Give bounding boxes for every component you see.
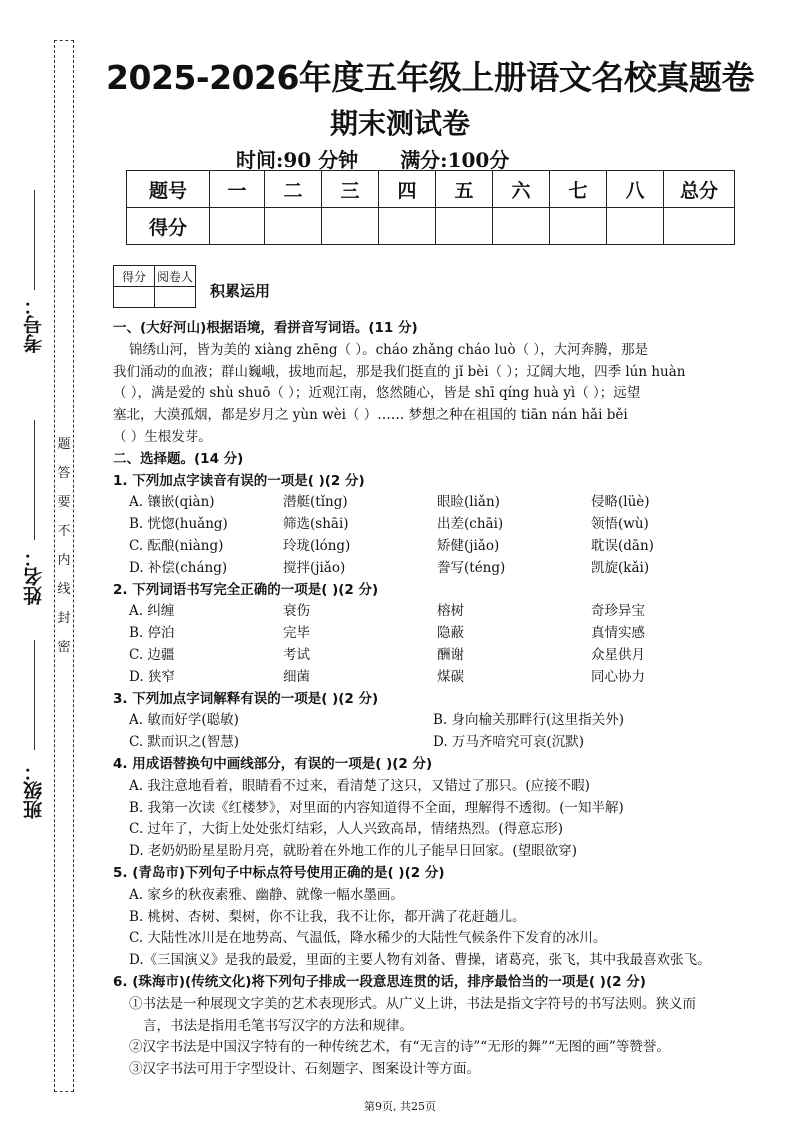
option-item: 矫健(jiǎo) — [437, 537, 500, 554]
question-number-label: 题号 — [127, 171, 210, 208]
question-col: 一 — [210, 171, 265, 208]
score-cell[interactable] — [265, 208, 322, 245]
option-row — [113, 710, 753, 732]
question-heading: 一、(大好河山)根据语境，看拼音写词语。(11 分) — [113, 320, 418, 336]
question-heading: 4. 用成语替换句中画线部分，有误的一项是( )(2 分) — [113, 755, 433, 772]
option-row — [113, 732, 753, 754]
option-row — [113, 601, 753, 623]
total-col: 总分 — [664, 171, 735, 208]
seal-char: 题 — [57, 437, 71, 452]
seal-char: 密 — [57, 640, 71, 655]
option-item: 潜艇(tǐng) — [283, 494, 348, 511]
score-cell[interactable] — [210, 208, 265, 245]
option-item: 众星供月 — [591, 646, 645, 663]
question-text: B. 我第一次读《红楼梦》，对里面的内容知道得不全面，理解得不透彻。(一知半解) — [129, 799, 624, 816]
question-text: A. 我注意地看着，眼睛看不过来，看清楚了这只，又错过了那只。(应接不暇) — [129, 777, 590, 794]
option-item: A. 纠缠 — [129, 603, 175, 620]
question-text: （ ）生根发芽。 — [113, 428, 212, 445]
seal-line-notice — [56, 430, 72, 662]
score-table-score-row — [127, 208, 735, 245]
question-text: ①书法是一种展现文字美的艺术表现形式。从广义上讲，书法是指文字符号的书写法则。狭义而 — [129, 995, 696, 1012]
question-text: 我们涌动的血液；群山巍峨，拔地而起，那是我们挺直的 jǐ bèi（ ）；辽阔大地，四季 lún huàn — [113, 363, 686, 380]
exam-number-label: 考号： — [23, 296, 45, 353]
option-item: 凯旋(kǎi) — [591, 559, 650, 576]
grader-reviewer-label: 阅卷人 — [155, 266, 196, 287]
seal-char: 内 — [57, 553, 71, 568]
option-item: 同心协力 — [591, 668, 645, 685]
student-name-label: 姓名： — [23, 548, 45, 605]
question-text: （ ），满是爱的 shù shuō（ ）；近观江南，悠然随心，皆是 shī qíng huà yì（ ）；远望 — [113, 385, 641, 402]
question-col: 四 — [379, 171, 436, 208]
option-item: B. 身向榆关那畔行(这里指关外) — [433, 712, 625, 729]
option-item: 誊写(téng) — [437, 559, 506, 576]
option-item: 玲珑(lóng) — [283, 537, 351, 554]
seal-char: 要 — [57, 495, 71, 510]
question-col: 三 — [322, 171, 379, 208]
option-item: C. 默而识之(智慧) — [129, 734, 239, 751]
question-text: C. 过年了，大街上处处张灯结彩，人人兴致高昂，情绪热烈。(得意忘形) — [129, 821, 563, 838]
question-heading: 6. (珠海市)(传统文化)将下列句子排成一段意思连贯的话，排序最恰当的一项是( )(2 分) — [113, 973, 646, 990]
question-heading: 5. (青岛市)下列句子中标点符号使用正确的是( )(2 分) — [113, 864, 445, 881]
option-item: D. 万马齐喑究可哀(沉默) — [433, 734, 584, 751]
question-heading: 3. 下列加点字词解释有误的一项是( )(2 分) — [113, 690, 379, 707]
grader-box — [113, 265, 196, 308]
option-item: 侵略(lüè) — [591, 494, 650, 511]
option-item: A. 镶嵌(qiàn) — [129, 494, 215, 511]
option-item: 眼睑(liǎn) — [437, 494, 500, 511]
option-item: 搅拌(jiǎo) — [283, 559, 346, 576]
exam-title: 2025-2026年度五年级上册语文名校真题卷 — [106, 58, 754, 97]
grader-score-cell[interactable] — [114, 287, 155, 308]
score-cell[interactable] — [379, 208, 436, 245]
option-item: 出差(chāi) — [437, 516, 504, 533]
score-cell[interactable] — [493, 208, 550, 245]
question-text: C. 大陆性冰川是在地势高、气温低，降水稀少的大陆性气候条件下发育的冰川。 — [129, 930, 607, 947]
question-heading: 1. 下列加点字读音有误的一项是( )(2 分) — [113, 472, 365, 489]
option-row — [113, 623, 753, 645]
grader-reviewer-cell[interactable] — [155, 287, 196, 308]
grader-score-label: 得分 — [114, 266, 155, 287]
option-item: 完毕 — [283, 625, 310, 642]
question-text: B. 桃树、杏树、梨树，你不让我，我不让你，都开满了花赶趟儿。 — [129, 908, 526, 925]
class-label: 班级： — [23, 762, 45, 819]
question-col: 六 — [493, 171, 550, 208]
option-item: 榕树 — [437, 603, 464, 620]
option-row — [113, 514, 753, 536]
option-item: 奇珍异宝 — [591, 603, 645, 620]
score-table — [126, 170, 735, 245]
option-item: 耽误(dān) — [591, 537, 654, 554]
name-underline — [34, 420, 35, 540]
question-text: 言，书法是指用毛笔书写汉字的方法和规律。 — [143, 1017, 413, 1034]
question-col: 七 — [550, 171, 607, 208]
number-underline — [34, 190, 35, 290]
question-text: A. 家乡的秋夜素雅、幽静、就像一幅水墨画。 — [129, 886, 404, 903]
option-item: 煤碳 — [437, 668, 464, 685]
seal-char: 答 — [57, 466, 71, 481]
option-item: 细菌 — [283, 668, 310, 685]
seal-char: 线 — [57, 582, 71, 597]
option-row — [113, 667, 753, 689]
option-item: C. 酝酿(niàng) — [129, 537, 224, 554]
option-item: 隐蔽 — [437, 625, 464, 642]
option-item: B. 恍惚(huǎng) — [129, 516, 228, 533]
option-item: C. 边疆 — [129, 646, 175, 663]
section-title: 积累运用 — [210, 282, 271, 300]
question-text: D.《三国演义》是我的最爱，里面的主要人物有刘备、曹操，诸葛亮，张飞，其中我最喜欢张飞。 — [129, 952, 711, 969]
class-underline — [34, 640, 35, 750]
score-label: 得分 — [127, 208, 210, 245]
question-text: ③汉字书法可用于字型设计、石刻题字、图案设计等方面。 — [129, 1061, 480, 1078]
question-text: 塞北，大漠孤烟，都是岁月之 yùn wèi（ ）…… 梦想之种在祖国的 tiān nán hǎi běi — [113, 407, 628, 424]
question-heading: 二、选择题。(14 分) — [113, 450, 244, 467]
option-row — [113, 492, 753, 514]
option-row — [113, 645, 753, 667]
question-col: 五 — [436, 171, 493, 208]
question-col: 二 — [265, 171, 322, 208]
score-cell[interactable] — [436, 208, 493, 245]
full-score: 满分:100分 — [400, 148, 510, 172]
seal-char: 不 — [57, 524, 71, 539]
question-text: D. 老奶奶盼星星盼月亮，就盼着在外地工作的儿子能早日回家。(望眼欲穿) — [129, 843, 577, 860]
score-cell[interactable] — [322, 208, 379, 245]
option-item: D. 补偿(cháng) — [129, 559, 228, 576]
seal-char: 封 — [57, 611, 71, 626]
option-item: 筛选(shāi) — [283, 516, 349, 533]
score-table-header-row — [127, 171, 735, 208]
score-cell[interactable] — [550, 208, 607, 245]
option-item: 考试 — [283, 646, 310, 663]
exam-time: 时间:90 分钟 — [236, 148, 359, 172]
option-row — [113, 558, 753, 580]
option-item: 领悟(wù) — [591, 516, 649, 533]
option-item: 酬谢 — [437, 646, 464, 663]
score-cell[interactable] — [664, 208, 735, 245]
option-item: D. 狭窄 — [129, 668, 175, 685]
question-text: ②汉字书法是中国汉字特有的一种传统艺术，有“无言的诗”“无形的舞”“无图的画”等赞誉。 — [129, 1039, 670, 1056]
option-item: 真情实感 — [591, 625, 645, 642]
option-row — [113, 536, 753, 558]
option-item: 衰伤 — [283, 603, 310, 620]
score-cell[interactable] — [607, 208, 664, 245]
option-item: A. 敏而好学(聪敏) — [129, 712, 239, 729]
exam-meta — [236, 144, 509, 173]
option-item: B. 停泊 — [129, 625, 175, 642]
page-footer: 第9页, 共25页 — [364, 1100, 436, 1113]
question-heading: 2. 下列词语书写完全正确的一项是( )(2 分) — [113, 581, 379, 598]
question-content — [113, 318, 753, 1081]
question-col: 八 — [607, 171, 664, 208]
question-text: 锦绣山河，皆为美的 xiàng zhēng（ ）。cháo zhǎng cháo luò（ ），大河奔腾，那是 — [129, 341, 649, 358]
exam-subtitle: 期末测试卷 — [329, 107, 470, 140]
